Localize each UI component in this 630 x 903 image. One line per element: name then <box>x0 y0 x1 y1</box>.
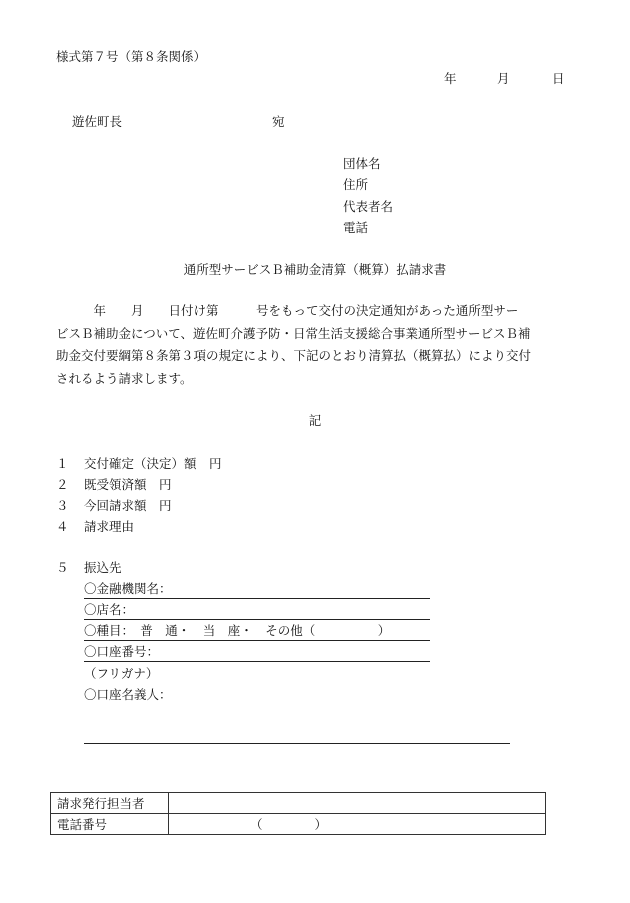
item-request-reason <box>56 518 134 536</box>
applicant-phone-label: 電話 <box>343 220 369 235</box>
item-number: ４ <box>56 519 69 534</box>
issuer-label: 請求発行担当者 <box>51 793 169 814</box>
item-number: ５ <box>56 560 69 575</box>
item-text: 今回請求額 円 <box>84 498 172 513</box>
item-text: 交付確定（決定）額 円 <box>84 456 222 471</box>
body-line: 年 月 日付け第 号をもって交付の決定通知があった通所型サー <box>56 303 519 318</box>
body-line: ビスＢ補助金について、遊佐町介護予防・日常生活支援総合事業通所型サービスＢ補 <box>56 325 531 341</box>
item-text: 請求理由 <box>84 519 135 534</box>
transfer-heading <box>56 559 122 577</box>
paren-close: ） <box>314 817 328 832</box>
paren-open: （ <box>250 817 263 832</box>
applicant-group-name-label: 団体名 <box>343 156 381 171</box>
date-day-label: 日 <box>552 71 565 86</box>
request-body <box>56 300 572 390</box>
ki-heading: 記 <box>308 413 322 428</box>
furigana-label: （フリガナ） <box>84 666 159 681</box>
applicant-representative-label: 代表者名 <box>343 199 394 214</box>
document-title: 通所型サービスＢ補助金清算（概算）払請求書 <box>183 262 447 277</box>
body-line: されるよう請求します。 <box>56 370 193 386</box>
date-year-label: 年 <box>444 71 457 86</box>
account-holder-line <box>84 743 510 744</box>
item-request-amount <box>56 497 172 515</box>
item-number: ２ <box>56 477 69 492</box>
table-row <box>51 793 546 814</box>
account-holder-label: 〇口座名義人： <box>84 687 172 702</box>
item-number: １ <box>56 456 69 471</box>
applicant-address-label: 住所 <box>343 177 369 192</box>
phone-number-value-cell <box>169 814 546 835</box>
account-type-field: 〇種目： 普 通・ 当 座・ その他（ ） <box>84 622 430 641</box>
form-number: 様式第７号（第８条関係） <box>56 49 207 64</box>
branch-name-field: 〇店名： <box>84 601 430 620</box>
addressee-name: 遊佐町長 <box>72 114 123 129</box>
phone-number-label: 電話番号 <box>51 814 169 835</box>
transfer-heading-text: 振込先 <box>84 560 122 575</box>
item-received-amount <box>56 476 172 494</box>
item-number: ３ <box>56 498 69 513</box>
date-month-label: 月 <box>497 71 510 86</box>
item-grant-amount <box>56 455 222 473</box>
issuer-value-cell <box>169 793 546 814</box>
body-line: 助金交付要綱第８条第３項の規定により、下記のとおり清算払（概算払）により交付 <box>56 348 532 363</box>
addressee-suffix: 宛 <box>272 114 285 129</box>
bank-name-field: 〇金融機関名： <box>84 580 430 599</box>
account-number-field: 〇口座番号： <box>84 643 430 662</box>
table-row <box>51 814 546 835</box>
contact-table <box>50 792 546 835</box>
item-text: 既受領済額 円 <box>84 477 172 492</box>
